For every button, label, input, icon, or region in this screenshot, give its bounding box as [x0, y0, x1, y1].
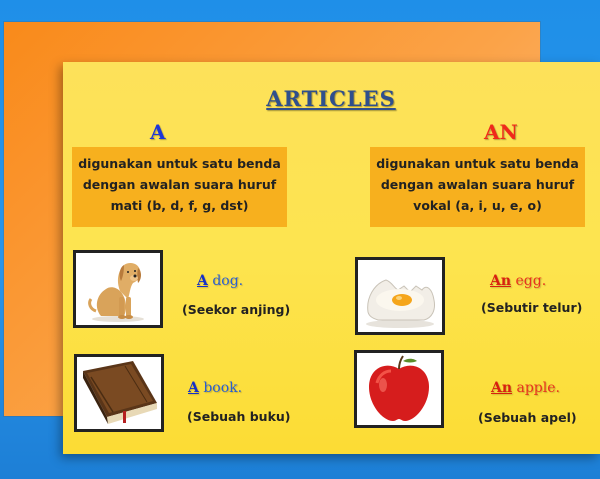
noun-book: book. [198, 380, 243, 396]
example-egg [490, 273, 546, 291]
book-illustration [77, 357, 161, 429]
noun-apple: apple. [512, 380, 560, 396]
column-heading-an: AN [484, 120, 518, 144]
translation-book: (Sebuah buku) [187, 409, 291, 424]
description-line: mati (b, d, f, g, dst) [110, 198, 249, 213]
example-dog [197, 273, 243, 291]
noun-egg: egg. [511, 273, 547, 289]
description-line: vokal (a, i, u, e, o) [413, 198, 542, 213]
dog-illustration [76, 253, 160, 325]
description-line: dengan awalan suara huruf [82, 177, 277, 192]
dog-image [73, 250, 163, 328]
example-book [188, 380, 242, 398]
book-image [74, 354, 164, 432]
egg-image [355, 257, 445, 335]
description-line: dengan awalan suara huruf [380, 177, 575, 192]
description-line: digunakan untuk satu benda [78, 156, 281, 171]
apple-illustration [357, 353, 441, 425]
article-an: An [490, 273, 512, 289]
translation-egg: (Sebutir telur) [481, 300, 583, 315]
description-line: digunakan untuk satu benda [376, 156, 579, 171]
egg-illustration [358, 260, 442, 332]
example-apple [491, 380, 560, 398]
article-an: An [491, 380, 513, 396]
article-a: A [188, 380, 199, 396]
translation-apple: (Sebuah apel) [478, 410, 577, 425]
apple-image [354, 350, 444, 428]
noun-dog: dog. [207, 273, 244, 289]
description-box-an [370, 147, 585, 227]
column-heading-a: A [150, 120, 166, 144]
translation-dog: (Seekor anjing) [182, 302, 291, 317]
description-box-a [72, 147, 287, 227]
article-a: A [197, 273, 208, 289]
page-title: ARTICLES [266, 86, 396, 111]
